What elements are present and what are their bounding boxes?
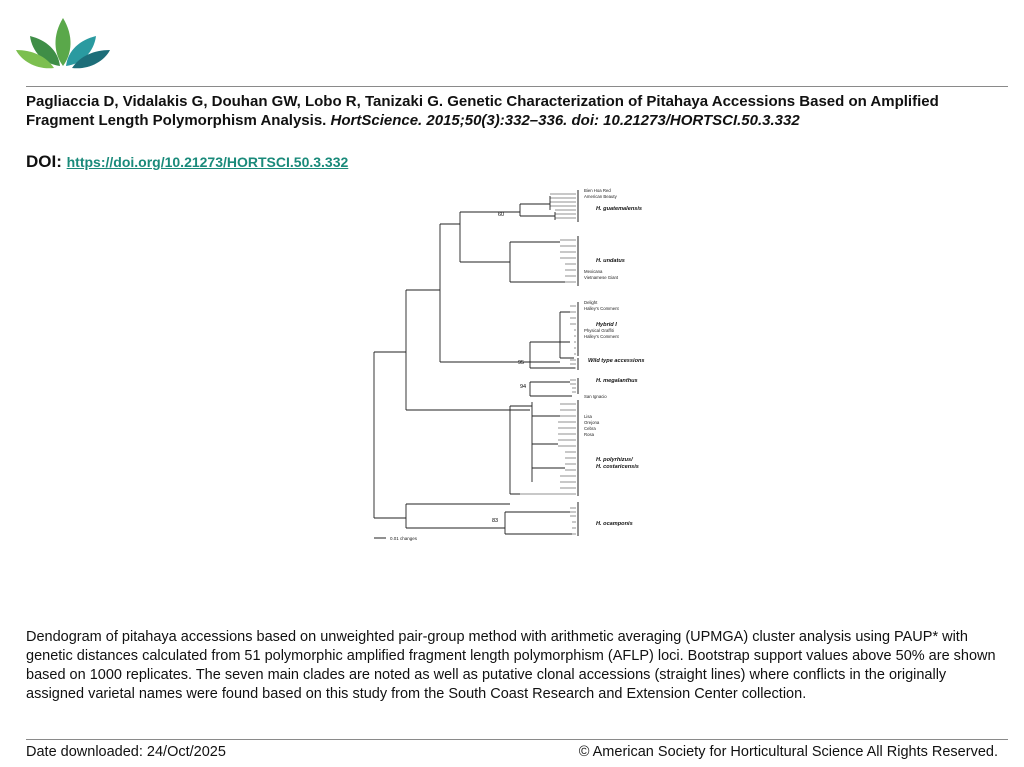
clade-label: H. costaricensis bbox=[596, 464, 639, 470]
accession-label: American Beauty bbox=[584, 194, 617, 199]
doi-link[interactable]: https://doi.org/10.21273/HORTSCI.50.3.332 bbox=[66, 154, 349, 170]
bottom-divider bbox=[26, 739, 1008, 740]
accession-label: Physical Graffiti bbox=[584, 328, 614, 333]
clade-label: H. guatemalensis bbox=[596, 206, 643, 212]
copyright: © American Society for Horticultural Science All Rights Reserved. bbox=[578, 744, 998, 760]
doi-label: DOI: bbox=[26, 152, 62, 171]
accession-label: Rosa bbox=[584, 432, 595, 437]
accession-label: Lisa bbox=[584, 414, 592, 419]
accession-label: Halley's Comment bbox=[584, 306, 619, 311]
bootstrap-60: 60 bbox=[498, 212, 505, 218]
accession-label: Bien Hoa Red bbox=[584, 188, 611, 193]
accession-label: Cebra bbox=[584, 426, 596, 431]
top-divider bbox=[26, 86, 1008, 87]
date-downloaded: Date downloaded: 24/Oct/2025 bbox=[26, 744, 226, 760]
clade-label: H. undatus bbox=[596, 258, 625, 264]
leaf-logo-icon bbox=[14, 14, 112, 70]
accession-label: San Ignacio bbox=[584, 394, 607, 399]
dendrogram-branches bbox=[374, 196, 575, 534]
clade-label: H. megalanthus bbox=[596, 378, 638, 384]
doi-line bbox=[26, 152, 348, 172]
clade-label: Wild type accessions bbox=[588, 358, 645, 364]
figure-caption: Dendogram of pitahaya accessions based on unweighted pair-group method with arithmetic averaging (UPMGA) cluster analysis using PAUP* with genetic distances calculated from 51 polymorphic amplified fragment length polymorphism (AFLP) loci. Bootstrap support values above 50% are shown based on 1000 replicates. The seven main clades are noted as well as putative clonal accessions (straight lines) where conflicts in the originally assigned varietal names were found based on this study from the South Coast Research and Extension Center collection. bbox=[26, 629, 996, 702]
accession-label: Mexicana bbox=[584, 269, 603, 274]
bootstrap-94: 94 bbox=[520, 384, 527, 390]
dendrogram-leaves bbox=[520, 194, 576, 534]
accession-label: Orejona bbox=[584, 420, 600, 425]
accession-label: Halley's Comment bbox=[584, 334, 619, 339]
scale-label: 0.01 changes bbox=[390, 536, 418, 541]
citation-text: Pagliaccia D, Vidalakis G, Douhan GW, Lobo R, Tanizaki G. Genetic Characterization of Pitahaya Accessions Based on Amplified Fragment Length Polymorphism Analysis. bbox=[26, 93, 939, 129]
citation-journal: HortScience. 2015;50(3):332–336. doi: 10.21273/HORTSCI.50.3.332 bbox=[330, 112, 800, 129]
accession-label: Delight bbox=[584, 300, 598, 305]
dendrogram-figure bbox=[360, 182, 670, 548]
bootstrap-95: 95 bbox=[518, 360, 525, 366]
clade-label: H. ocamponis bbox=[596, 521, 633, 527]
clade-label: H. polyrhizus/ bbox=[596, 457, 633, 463]
bootstrap-83: 83 bbox=[492, 518, 499, 524]
accession-label: Vietnamese Giant bbox=[584, 275, 619, 280]
clade-label: Hybrid I bbox=[596, 322, 617, 328]
citation bbox=[26, 92, 1006, 130]
